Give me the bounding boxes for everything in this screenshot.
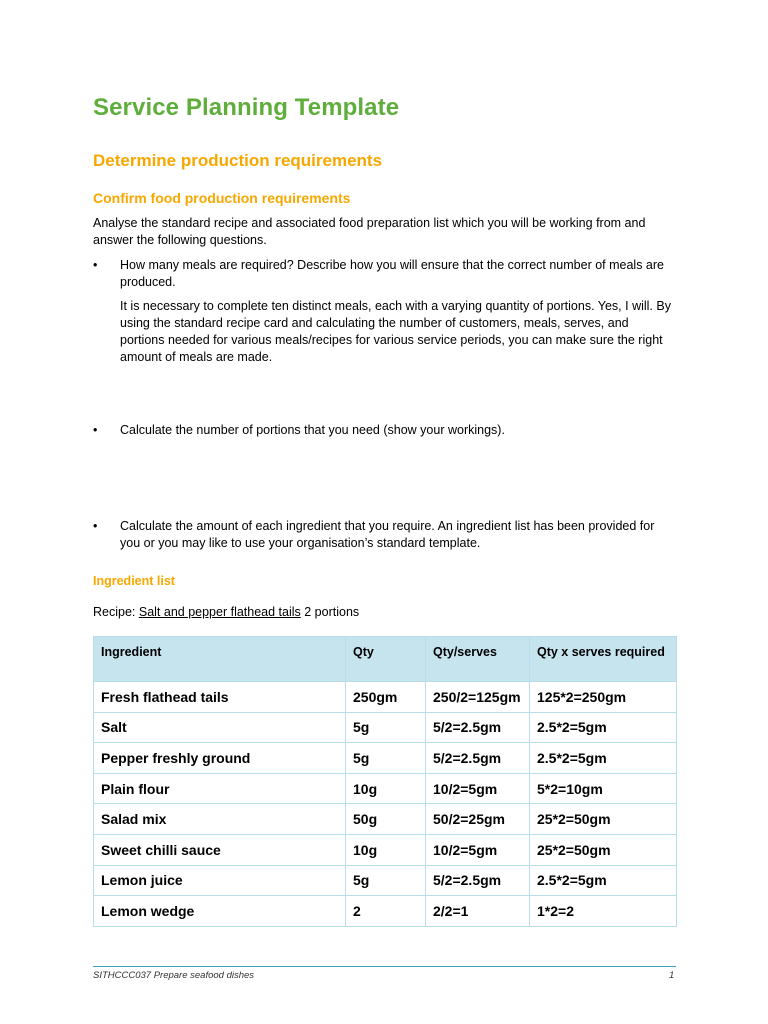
ingredient-cell: Salt [94,712,346,743]
table-row [94,865,677,896]
column-header: Qty/serves [426,637,530,682]
qty-required-cell: 2.5*2=5gm [530,712,677,743]
qty-cell: 2 [346,896,426,927]
ingredient-cell: Pepper freshly ground [94,743,346,774]
footer-course-code: SITHCCC037 Prepare seafood dishes [93,970,255,981]
ingredient-cell: Lemon juice [94,865,346,896]
ingredient-table [93,636,677,927]
recipe-name: Salt and pepper flathead tails [138,605,301,619]
table-row [94,743,677,774]
ingredient-cell: Sweet chilli sauce [94,834,346,865]
footer-divider [93,966,676,967]
qty-per-serve-cell: 5/2=2.5gm [426,712,530,743]
qty-cell: 5g [346,743,426,774]
qty-cell: 250gm [346,682,426,713]
ingredient-cell: Lemon wedge [94,896,346,927]
table-row [94,834,677,865]
qty-required-cell: 1*2=2 [530,896,677,927]
bullet-icon: • [93,423,98,437]
bullet-icon: • [93,519,98,533]
qty-cell: 10g [346,773,426,804]
recipe-line [93,605,359,619]
table-row [94,773,677,804]
bullet-question: Calculate the amount of each ingredient that you require. An ingredient list has been provided for you or you may like to use your organisation’s standard template. [120,519,655,550]
page-title: Service Planning Template [93,94,400,121]
table-row [94,712,677,743]
ingredient-cell: Plain flour [94,773,346,804]
ingredient-cell: Salad mix [94,804,346,835]
qty-required-cell: 125*2=250gm [530,682,677,713]
intro-paragraph: Analyse the standard recipe and associated food preparation list which you will be working from and answer the following questions. [93,216,646,247]
table-header-row [94,637,677,682]
recipe-portions: 2 portions [300,605,360,619]
ingredient-cell: Fresh flathead tails [94,682,346,713]
bullet-icon: • [93,258,98,272]
qty-per-serve-cell: 5/2=2.5gm [426,743,530,774]
footer-page-number: 1 [669,970,675,981]
column-header: Qty [346,637,426,682]
bullet-question: How many meals are required? Describe how you will ensure that the correct number of meals are produced. [120,258,664,289]
qty-per-serve-cell: 10/2=5gm [426,773,530,804]
qty-required-cell: 25*2=50gm [530,834,677,865]
qty-required-cell: 2.5*2=5gm [530,743,677,774]
column-header: Ingredient [94,637,346,682]
recipe-prefix: Recipe: [93,605,139,619]
subsection-heading: Confirm food production requirements [93,190,351,206]
qty-per-serve-cell: 10/2=5gm [426,834,530,865]
ingredient-list-heading: Ingredient list [93,574,175,588]
column-header: Qty x serves required [530,637,677,682]
qty-per-serve-cell: 2/2=1 [426,896,530,927]
qty-cell: 50g [346,804,426,835]
qty-required-cell: 25*2=50gm [530,804,677,835]
bullet-question: Calculate the number of portions that you need (show your workings). [120,423,505,437]
section-heading: Determine production requirements [93,151,383,170]
qty-required-cell: 2.5*2=5gm [530,865,677,896]
qty-cell: 5g [346,865,426,896]
qty-cell: 5g [346,712,426,743]
qty-per-serve-cell: 250/2=125gm [426,682,530,713]
qty-per-serve-cell: 50/2=25gm [426,804,530,835]
qty-required-cell: 5*2=10gm [530,773,677,804]
table-row [94,804,677,835]
table-row [94,682,677,713]
qty-per-serve-cell: 5/2=2.5gm [426,865,530,896]
qty-cell: 10g [346,834,426,865]
bullet-answer: It is necessary to complete ten distinct meals, each with a varying quantity of portions. Yes, I will. By using the standard recipe card and calculating the number of customers, meals, serves, and portions needed for various meals/recipes for various service periods, you can make sure the right amount of meals are made. [120,299,671,364]
table-row [94,896,677,927]
